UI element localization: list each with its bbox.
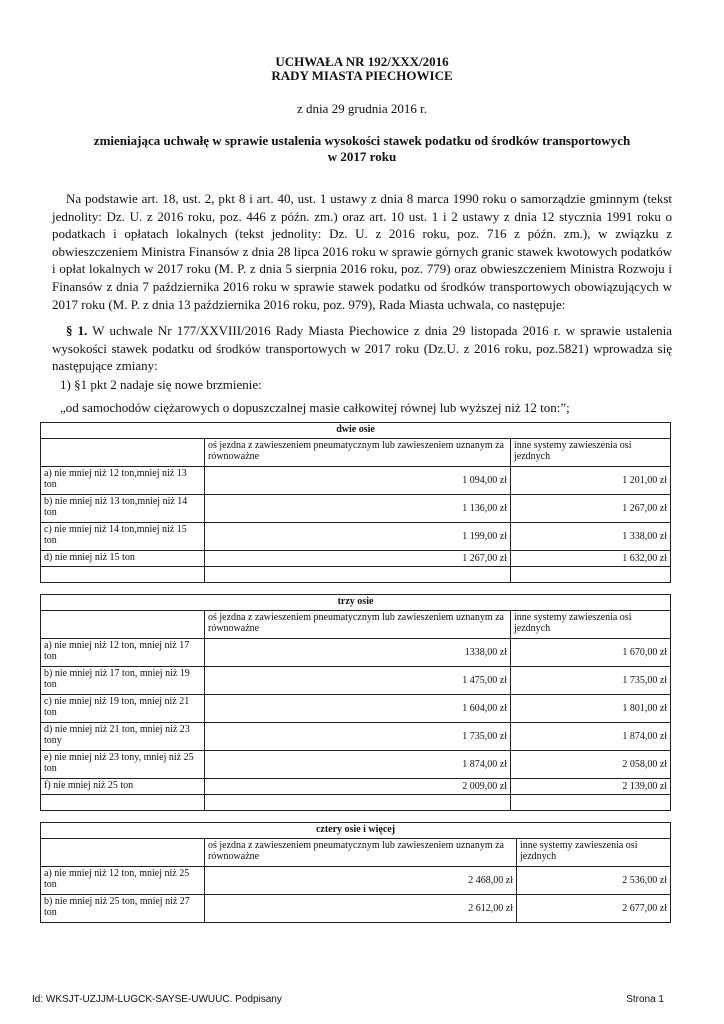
column-header-air-suspension: oś jezdna z zawieszeniem pneumatycznym lub zawieszeniem uznanym za równoważne — [205, 839, 517, 867]
table-row: d) nie mniej niż 21 ton, mniej niż 23 tony 1 735,00 zł 1 874,00 zł — [41, 723, 671, 751]
preamble-text: Na podstawie art. 18, ust. 2, pkt 8 i art. 40, ust. 1 ustawy z dnia 8 marca 1990 roku o samorządzie gminnym (tekst jednolity: Dz. U. z 2016 roku, poz. 446 z późn. zm.) oraz art. 10 ust. 1 i 2 ustawy z dnia 12 stycznia 1991 roku o podatkach i opłatach lokalnych (tekst jednolity: Dz. U. z 2016 roku, poz. 716 z późn. zm.), w związku z obwieszczeniem Ministra Finansów z dnia 28 lipca 2016 roku w sprawie górnych granic stawek kwotowych podatków i opłat lokalnych w 2017 roku (M. P. z dnia 5 sierpnia 2016 roku, poz. 779) oraz obwieszczeniem Ministra Rozwoju i Finansów z dnia 7 października 2016 roku w sprawie stawek podatku od środków transportowych obowiązujących w 2017 roku (M. P. z dnia 13 października 2016 roku, poz. 979), Rada Miasta uchwala, co następuje: — [52, 191, 672, 312]
table-row: b) nie mniej niż 13 ton,mniej niż 14 ton 1 136,00 zł 1 267,00 zł — [41, 495, 671, 523]
table-row: b) nie mniej niż 17 ton, mniej niż 19 ton 1 475,00 zł 1 735,00 zł — [41, 667, 671, 695]
section-title: dwie osie — [41, 423, 671, 439]
preamble — [52, 190, 672, 313]
resolution-subject — [60, 133, 664, 165]
amendment-quote: „od samochodów ciężarowych o dopuszczalnej masie całkowitej równej lub wyższej niż 12 ton:”; — [60, 400, 570, 415]
section-title: cztery osie i więcej — [41, 823, 671, 839]
rates-table-four-axles — [40, 822, 671, 923]
table-row: c) nie mniej niż 14 ton,mniej niż 15 ton 1 199,00 zł 1 338,00 zł — [41, 523, 671, 551]
resolution-number: UCHWAŁA NR 192/XXX/2016 — [275, 54, 449, 69]
table-row: b) nie mniej niż 25 ton, mniej niż 27 ton 2 612,00 zł 2 677,00 zł — [41, 895, 671, 923]
subject-line-1: zmieniająca uchwałę w sprawie ustalenia wysokości stawek podatku od środków transportowych — [93, 133, 631, 148]
column-header-other-suspension: inne systemy zawieszenia osi jezdnych — [511, 611, 671, 639]
table-row: e) nie mniej niż 23 tony, mniej niż 25 ton 1 874,00 zł 2 058,00 zł — [41, 751, 671, 779]
page-number: Strona 1 — [626, 994, 664, 1005]
paragraph-text: W uchwale Nr 177/XXVIII/2016 Rady Miasta Piechowice z dnia 29 listopada 2016 r. w sprawie ustalenia wysokości stawek podatku od środków transportowych w 2017 roku (Dz.U. z 2016 roku, poz.5821) wprowadza się następujące zmiany: — [52, 323, 672, 374]
subject-line-2: w 2017 roku — [327, 149, 397, 164]
resolution-date: z dnia 29 grudnia 2016 r. — [297, 101, 427, 116]
amendment-item: 1) §1 pkt 2 nadaje się nowe brzmienie: — [60, 377, 262, 392]
section-title: trzy osie — [41, 595, 671, 611]
paragraph-1 — [52, 322, 672, 375]
paragraph-label: § 1. — [66, 323, 88, 338]
table-row: a) nie mniej niż 12 ton, mniej niż 17 ton 1338,00 zł 1 670,00 zł — [41, 639, 671, 667]
table-row: c) nie mniej niż 19 ton, mniej niż 21 ton 1 604,00 zł 1 801,00 zł — [41, 695, 671, 723]
column-header-other-suspension: inne systemy zawieszenia osi jezdnych — [517, 839, 671, 867]
column-header-air-suspension: oś jezdna z zawieszeniem pneumatycznym lub zawieszeniem uznanym za równoważne — [205, 611, 511, 639]
table-row: f) nie mniej niż 25 ton 2 009,00 zł 2 139,00 zł — [41, 779, 671, 795]
council-name: RADY MIASTA PIECHOWICE — [271, 68, 453, 83]
column-header-other-suspension: inne systemy zawieszenia osi jezdnych — [511, 439, 671, 467]
table-row: d) nie mniej niż 15 ton 1 267,00 zł 1 632,00 zł — [41, 551, 671, 567]
column-header-air-suspension: oś jezdna z zawieszeniem pneumatycznym lub zawieszeniem uznanym za równoważne — [205, 439, 511, 467]
document-id: Id: WKSJT-UZJJM-LUGCK-SAYSE-UWUUC. Podpisany — [32, 994, 282, 1005]
rates-table-three-axles — [40, 594, 671, 811]
table-row: a) nie mniej niż 12 ton,mniej niż 13 ton 1 094,00 zł 1 201,00 zł — [41, 467, 671, 495]
table-row: a) nie mniej niż 12 ton, mniej niż 25 ton 2 468,00 zł 2 536,00 zł — [41, 867, 671, 895]
rates-table-two-axles — [40, 422, 671, 583]
